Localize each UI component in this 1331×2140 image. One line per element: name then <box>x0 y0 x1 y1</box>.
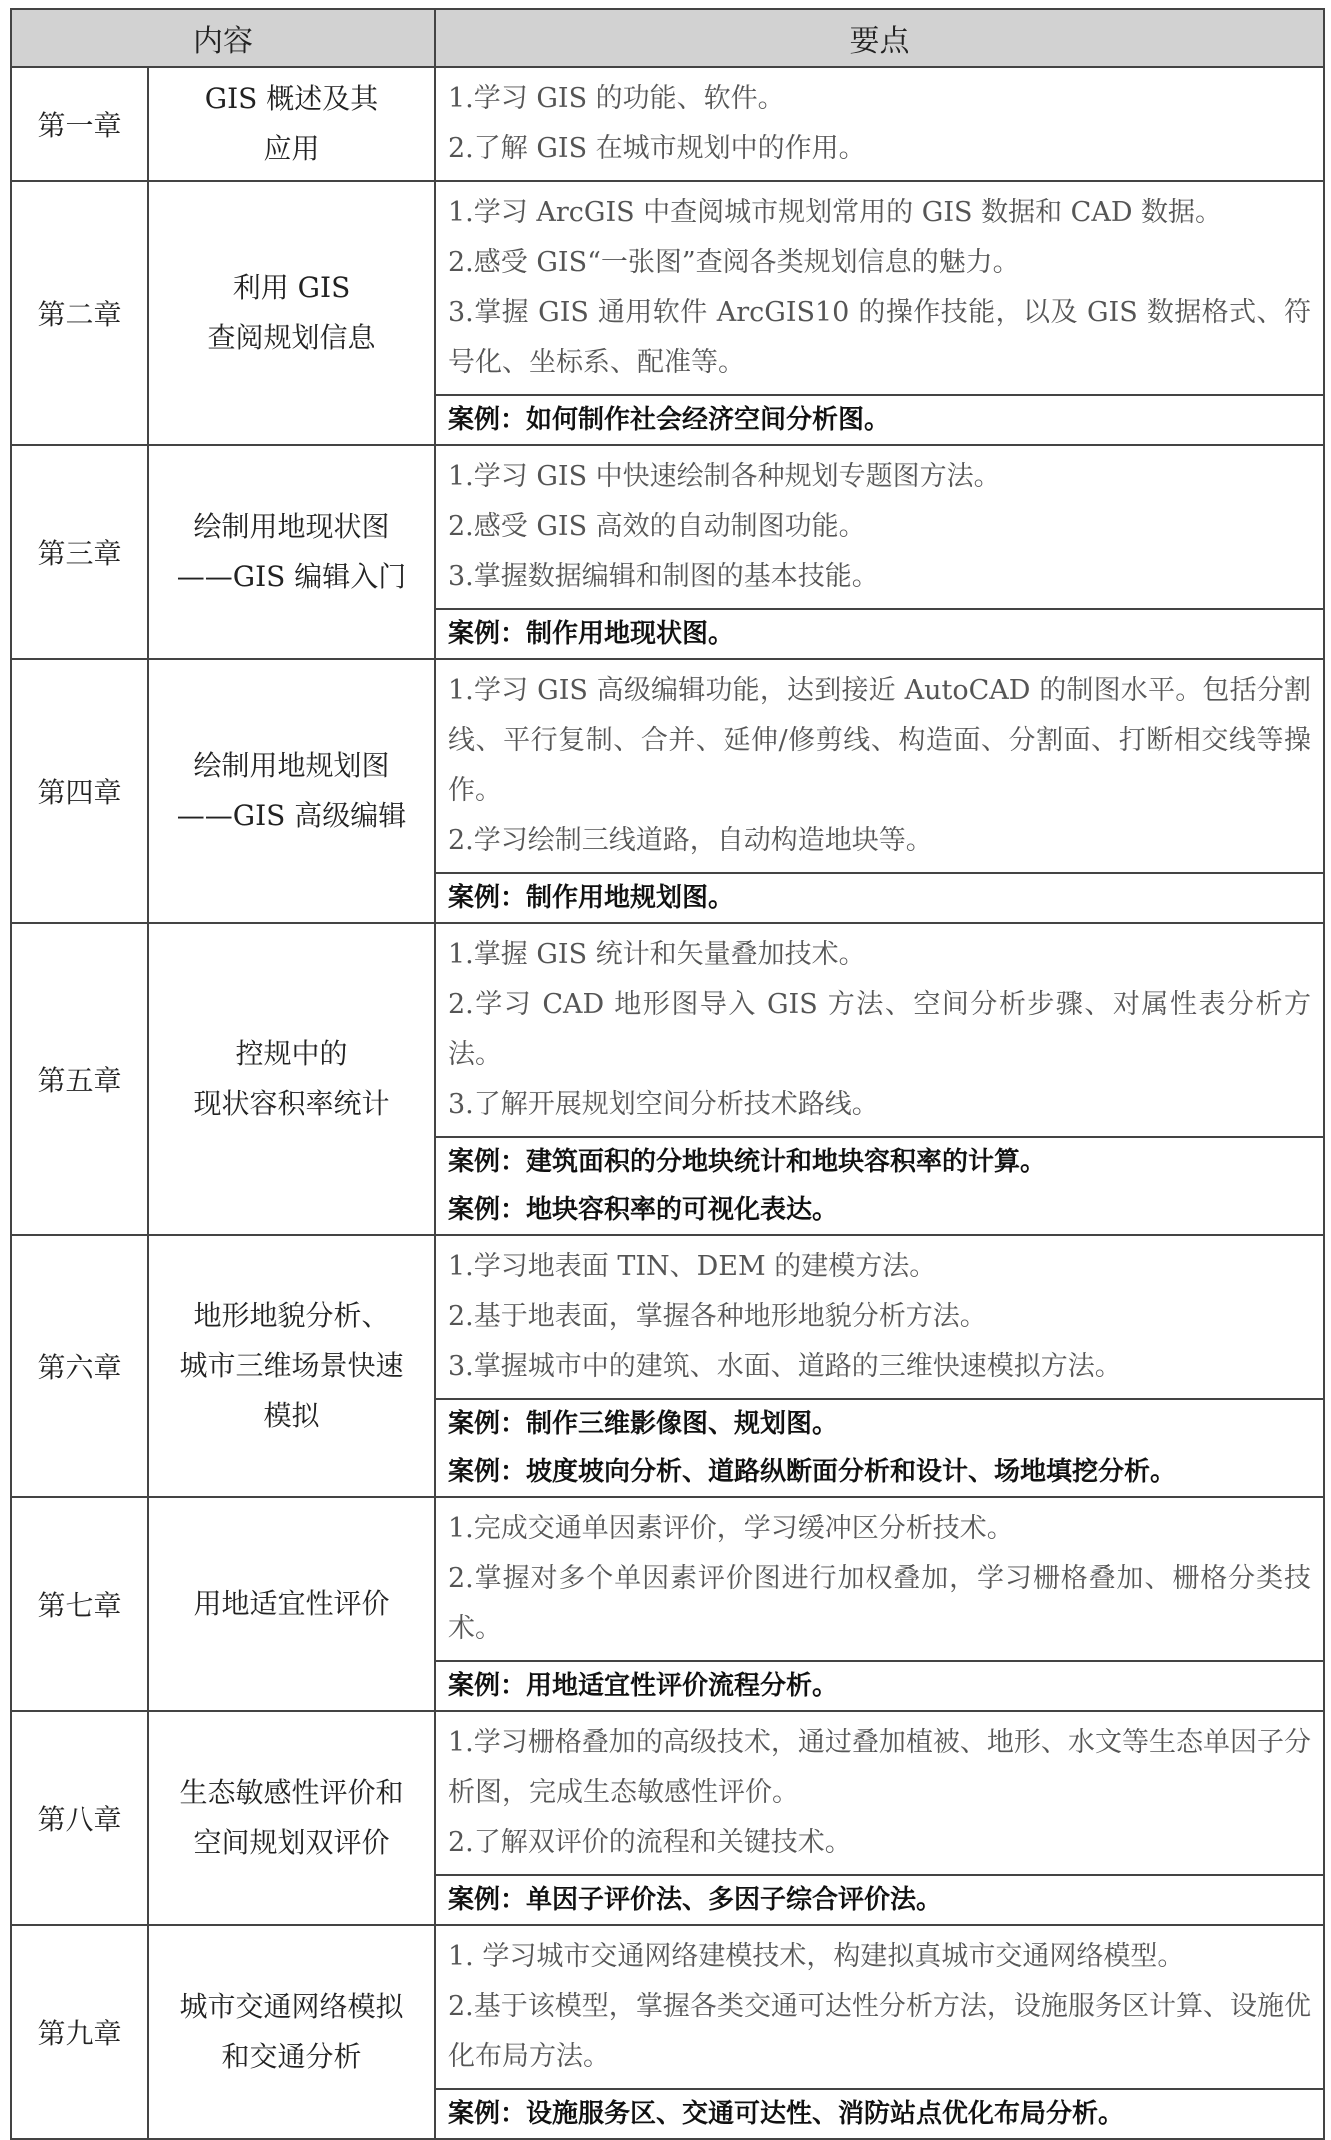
case-item: 案例：制作三维影像图、规划图。 <box>448 1409 839 1439</box>
key-point: 1.学习 GIS 中快速绘制各种规划专题图方法。 <box>448 461 1001 492</box>
key-point: 2.学习绘制三线道路，自动构造地块等。 <box>448 825 933 856</box>
case-cell <box>435 1661 1324 1711</box>
chapter-title <box>148 181 435 445</box>
key-point: 1.学习 GIS 的功能、软件。 <box>448 83 785 114</box>
chapter-title <box>148 1497 435 1711</box>
chapter-title-line: 空间规划双评价 <box>193 1826 390 1859</box>
table-row <box>11 1497 1324 1661</box>
chapter-title-line: GIS 概述及其 <box>204 82 379 115</box>
case-cell <box>435 1137 1324 1235</box>
chapter-title-line: 用地适宜性评价 <box>193 1587 390 1620</box>
chapter-title-line: 控规中的 <box>235 1037 348 1070</box>
key-points <box>435 923 1324 1137</box>
table-row <box>11 1711 1324 1875</box>
key-point: 3.掌握 GIS 通用软件 ArcGIS10 的操作技能，以及 GIS 数据格式、符号化、坐标系、配准等。 <box>448 297 1311 378</box>
chapter-number: 第四章 <box>11 659 148 923</box>
table-body <box>11 67 1324 2139</box>
chapter-title-line: 现状容积率统计 <box>193 1087 390 1120</box>
key-points <box>435 1497 1324 1661</box>
key-point: 1.学习 GIS 高级编辑功能，达到接近 AutoCAD 的制图水平。包括分割线、平行复制、合并、延伸/修剪线、构造面、分割面、打断相交线等操作。 <box>448 675 1311 806</box>
key-point: 3.了解开展规划空间分析技术路线。 <box>448 1089 879 1120</box>
key-point: 3.掌握城市中的建筑、水面、道路的三维快速模拟方法。 <box>448 1351 1122 1382</box>
chapter-title <box>148 67 435 181</box>
case-cell <box>435 395 1324 445</box>
case-cell <box>435 1399 1324 1497</box>
key-points <box>435 1235 1324 1399</box>
chapter-title-line: 城市交通网络模拟 <box>179 1990 404 2023</box>
key-point: 3.掌握数据编辑和制图的基本技能。 <box>448 561 879 592</box>
table-row <box>11 1235 1324 1399</box>
key-point: 2.了解双评价的流程和关键技术。 <box>448 1827 852 1858</box>
key-points <box>435 445 1324 609</box>
key-point: 1.学习地表面 TIN、DEM 的建模方法。 <box>448 1251 937 1282</box>
chapter-number: 第九章 <box>11 1925 148 2139</box>
chapter-number: 第八章 <box>11 1711 148 1925</box>
chapter-number: 第二章 <box>11 181 148 445</box>
chapter-title <box>148 445 435 659</box>
key-point: 1.完成交通单因素评价，学习缓冲区分析技术。 <box>448 1513 1014 1544</box>
case-item: 案例：用地适宜性评价流程分析。 <box>448 1671 839 1701</box>
key-point: 2.感受 GIS“一张图”查阅各类规划信息的魅力。 <box>448 247 1020 278</box>
key-points <box>435 181 1324 395</box>
chapter-title <box>148 1235 435 1497</box>
key-point: 1.学习栅格叠加的高级技术，通过叠加植被、地形、水文等生态单因子分析图，完成生态敏感性评价。 <box>448 1727 1311 1808</box>
chapter-title <box>148 1711 435 1925</box>
chapter-title <box>148 659 435 923</box>
chapter-title-line: 生态敏感性评价和 <box>179 1776 404 1809</box>
chapter-title-line: 地形地貌分析、 <box>193 1299 390 1332</box>
key-points <box>435 1925 1324 2089</box>
key-point: 2.掌握对多个单因素评价图进行加权叠加，学习栅格叠加、栅格分类技术。 <box>448 1563 1311 1644</box>
key-point: 1. 学习城市交通网络建模技术，构建拟真城市交通网络模型。 <box>448 1941 1185 1972</box>
key-point: 2.基于地表面，掌握各种地形地貌分析方法。 <box>448 1301 987 1332</box>
case-item: 案例：设施服务区、交通可达性、消防站点优化布局分析。 <box>448 2099 1125 2129</box>
chapter-title-line: 应用 <box>263 132 320 165</box>
case-item: 案例：制作用地规划图。 <box>448 883 735 913</box>
case-cell <box>435 2089 1324 2139</box>
chapter-number: 第五章 <box>11 923 148 1235</box>
chapter-title-line: ——GIS 编辑入门 <box>176 560 407 593</box>
chapter-title-line: 和交通分析 <box>221 2040 362 2073</box>
header-content: 内容 <box>11 9 435 67</box>
chapter-title-line: 查阅规划信息 <box>207 321 376 354</box>
key-point: 2.感受 GIS 高效的自动制图功能。 <box>448 511 866 542</box>
table-row <box>11 1925 1324 2089</box>
chapter-title-line: 城市三维场景快速 <box>179 1349 404 1382</box>
chapter-number: 第三章 <box>11 445 148 659</box>
case-item: 案例：制作用地现状图。 <box>448 619 735 649</box>
key-point: 1.掌握 GIS 统计和矢量叠加技术。 <box>448 939 866 970</box>
chapter-title-line: 绘制用地现状图 <box>193 510 390 543</box>
case-cell <box>435 1875 1324 1925</box>
case-item: 案例：如何制作社会经济空间分析图。 <box>448 405 891 435</box>
chapter-title <box>148 923 435 1235</box>
chapter-title-line: 绘制用地规划图 <box>193 749 390 782</box>
key-point: 2.了解 GIS 在城市规划中的作用。 <box>448 133 866 164</box>
table-row <box>11 445 1324 609</box>
table-row <box>11 67 1324 181</box>
case-item: 案例：地块容积率的可视化表达。 <box>448 1195 839 1225</box>
syllabus-table <box>10 8 1325 2140</box>
chapter-title <box>148 1925 435 2139</box>
case-item: 案例：建筑面积的分地块统计和地块容积率的计算。 <box>448 1147 1047 1177</box>
case-cell <box>435 873 1324 923</box>
chapter-number: 第七章 <box>11 1497 148 1711</box>
table-row <box>11 181 1324 395</box>
chapter-title-line: 利用 GIS <box>232 271 351 304</box>
case-cell <box>435 609 1324 659</box>
key-point: 2.基于该模型，掌握各类交通可达性分析方法，设施服务区计算、设施优化布局方法。 <box>448 1991 1311 2072</box>
key-points <box>435 659 1324 873</box>
chapter-title-line: 模拟 <box>263 1399 320 1432</box>
chapter-title-line: ——GIS 高级编辑 <box>176 799 407 832</box>
case-item: 案例：单因子评价法、多因子综合评价法。 <box>448 1885 943 1915</box>
table-row <box>11 923 1324 1137</box>
header-row <box>11 9 1324 67</box>
case-item: 案例：坡度坡向分析、道路纵断面分析和设计、场地填挖分析。 <box>448 1457 1177 1487</box>
table-row <box>11 659 1324 873</box>
syllabus-table-wrapper <box>10 8 1323 2140</box>
header-points: 要点 <box>435 9 1324 67</box>
chapter-number: 第一章 <box>11 67 148 181</box>
chapter-number: 第六章 <box>11 1235 148 1497</box>
key-point: 2.学习 CAD 地形图导入 GIS 方法、空间分析步骤、对属性表分析方法。 <box>448 989 1311 1070</box>
key-points <box>435 1711 1324 1875</box>
key-point: 1.学习 ArcGIS 中查阅城市规划常用的 GIS 数据和 CAD 数据。 <box>448 197 1223 228</box>
key-points <box>435 67 1324 181</box>
